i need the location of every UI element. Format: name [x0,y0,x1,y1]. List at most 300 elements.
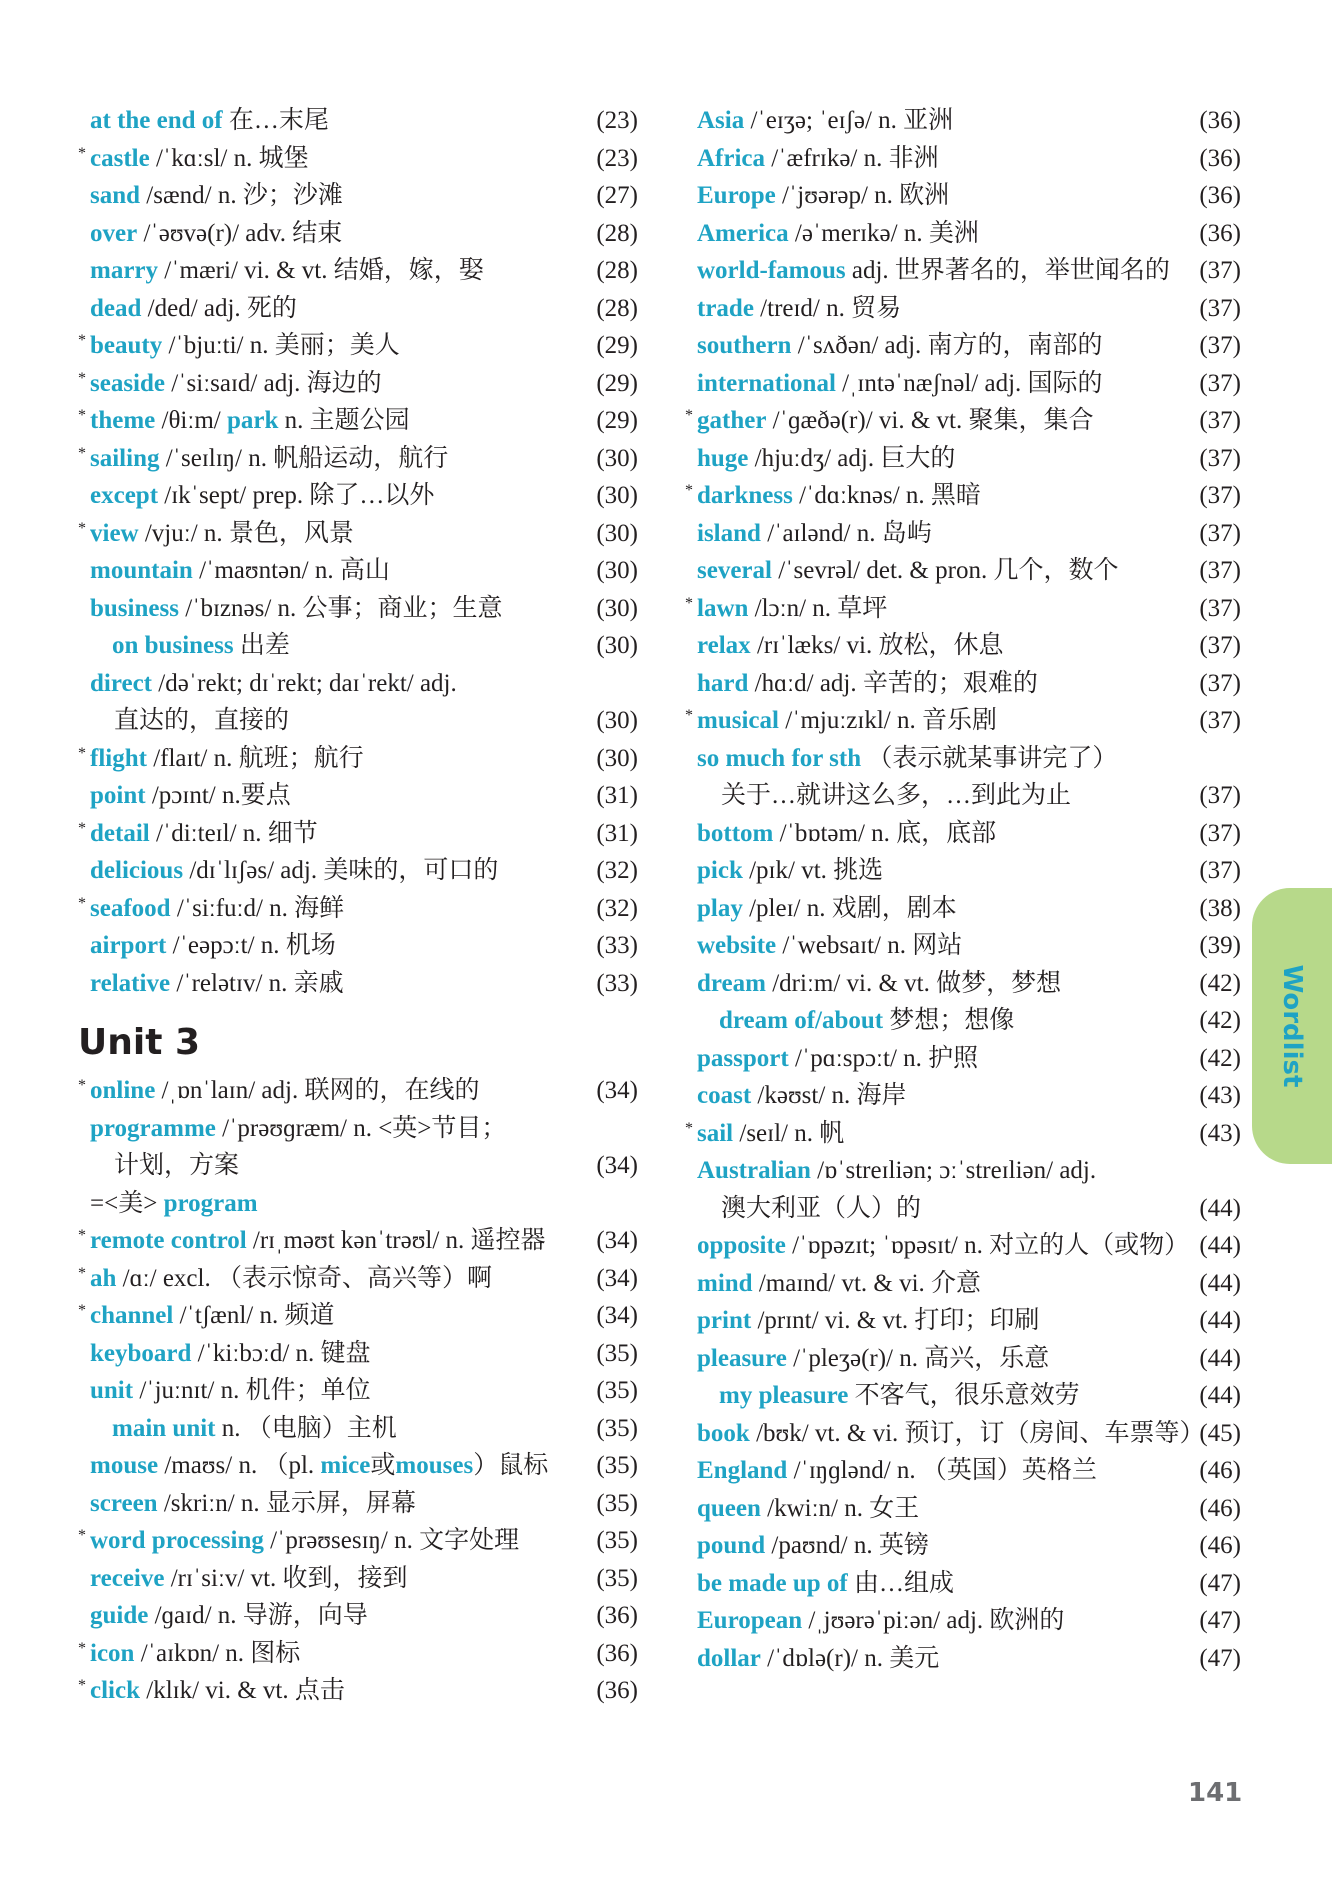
page-reference: (37) [1199,782,1241,809]
entry-definition: /pɔɪnt/ n.要点 [145,782,291,809]
wordlist-entry [685,1152,1241,1190]
entry-definition: /əˈmerɪkə/ n. 美洲 [788,219,979,247]
wordlist-entry [78,290,638,328]
asterisk-mark: * [78,444,86,462]
entry-definition: /driːm/ vi. & vt. 做梦，梦想 [765,969,1062,997]
entry-headword: southern [697,332,792,359]
wordlist-entry [78,102,638,140]
entry-text [721,777,1071,815]
entry-headword: icon [90,1639,135,1667]
entry-headword: point [90,782,146,809]
wordlist-entry [685,852,1241,890]
entry-definition: /kəʊst/ n. 海岸 [751,1082,907,1109]
wordlist-entry [685,815,1241,853]
entry-headword: seaside [90,369,165,397]
entry-headword: relative [90,969,171,997]
wordlist-entry [685,140,1241,178]
asterisk-mark: * [78,1227,86,1244]
entry-definition: /ˈsiːfuːd/ n. 海鲜 [170,894,345,922]
entry-text [697,1302,1039,1340]
page-reference: (37) [1199,407,1241,434]
entry-text [90,177,343,215]
entry-definition: /klɪk/ vi. & vt. 点击 [140,1677,345,1704]
page-reference: (46) [1199,1457,1241,1484]
entry-headword: direct [90,669,153,697]
entry-definition: /pɪk/ vt. 挑选 [742,857,884,884]
entry-text [90,1597,368,1635]
entry-headword: beauty [90,332,163,359]
entry-text [697,1602,1064,1640]
entry-definition: /ˈæfrɪkə/ n. 非洲 [765,144,939,172]
asterisk-mark: * [78,819,86,837]
entry-definition: /ɡaɪd/ n. 导游，向导 [148,1602,368,1629]
page-reference: (37) [1199,369,1241,397]
entry-headword: print [697,1307,752,1334]
entry-definition: /ˈəʊvə(r)/ adv. 结束 [137,219,343,247]
wordlist-entry [685,1115,1241,1153]
entry-text [90,252,484,290]
wordlist-entry [78,665,638,703]
wordlist-entry [685,1490,1241,1528]
entry-list [78,102,638,1002]
page-reference: (36) [596,1677,638,1704]
entry-definition: adj. 世界著名的，举世闻名的 [845,257,1170,284]
entry-headword: website [697,932,777,959]
page-reference: (30) [596,557,638,584]
page-reference: (46) [1199,1494,1241,1522]
entry-text [90,890,344,928]
entry-text [697,627,1003,665]
entry-definition: /rɪˈsiːv/ vt. 收到，接到 [164,1564,408,1592]
page-reference: (23) [596,144,638,172]
page-reference: (32) [596,857,638,884]
page-reference: (36) [596,1639,638,1667]
wordlist-entry [78,1635,638,1673]
wordlist-entry [78,777,638,815]
entry-text [90,1672,345,1710]
entry-headword: online [90,1077,156,1104]
entry-definition: /ˈmaʊntən/ n. 高山 [192,557,390,584]
entry-headword: castle [90,144,150,172]
entry-headword: airport [90,932,167,959]
entry-definition: /ˈbɒtəm/ n. 底，底部 [773,819,997,847]
wordlist-entry [78,1672,638,1710]
entry-text [90,1072,479,1110]
entry-text [90,815,318,853]
wordlist-entry [78,140,638,178]
entry-text [90,1560,408,1598]
wordlist-entry [78,852,638,890]
entry-definition: /treɪd/ n. 贸易 [753,294,902,322]
wordlist-entry [78,1072,638,1110]
entry-definition: 在…末尾 [222,107,329,134]
entry-headword: bottom [697,819,774,847]
asterisk-mark: * [78,369,86,387]
wordlist-entry [685,402,1241,440]
asterisk-mark: * [78,1527,86,1544]
entry-headword: sail [697,1119,734,1147]
page-reference: (36) [1199,144,1241,172]
wordlist-entry [685,1340,1241,1378]
wordlist-entry [685,1527,1241,1565]
entry-text [90,777,291,815]
entry-definition: /ˈprəʊsesɪŋ/ n. 文字处理 [263,1527,520,1554]
page-reference: (42) [1199,969,1241,997]
entry-headword: pick [697,857,743,884]
entry-headword: programme [90,1114,216,1142]
entry-headword: screen [90,1489,158,1517]
wordlist-entry [685,1640,1241,1678]
entry-definition: 梦想；想像 [883,1007,1015,1034]
entry-text [90,1222,546,1260]
page-reference: (32) [596,894,638,922]
entry-text [697,1340,1049,1378]
entry-definition: /ˈɒpəzɪt; ˈɒpəsɪt/ n. 对立的人（或物） [785,1232,1190,1259]
entry-text [90,402,410,440]
wordlist-entry [78,1485,638,1523]
entry-definition: /pleɪ/ n. 戏剧，剧本 [742,894,957,922]
asterisk-mark: * [78,894,86,912]
entry-text [697,1415,1205,1453]
wordlist-entry [685,290,1241,328]
entry-headword: main unit [112,1414,216,1442]
entry-definition: /maɪnd/ vt. & vi. 介意 [752,1269,982,1297]
entry-definition: /ˈeɪʒə; ˈeɪʃə/ n. 亚洲 [744,107,954,134]
entry-headword: over [90,219,138,247]
wordlist-entry [685,665,1241,703]
wordlist-entry [685,102,1241,140]
page-reference: (44) [1199,1232,1241,1259]
entry-definition: /ˈdɒlə(r)/ n. 美元 [760,1644,940,1672]
entry-headword: several [697,557,772,584]
wordlist-entry [685,515,1241,553]
asterisk-mark: * [78,144,86,162]
entry-text [697,1040,978,1078]
page-reference: (28) [596,257,638,284]
entry-headword: hard [697,669,749,697]
asterisk-mark: * [685,707,693,724]
entry-headword: mice [320,1452,371,1479]
entry-definition: n. （电脑）主机 [215,1414,397,1442]
entry-headword: passport [697,1044,789,1072]
page-reference: (36) [596,1602,638,1629]
page-reference: (30) [596,707,638,734]
entry-definition: /ˈkɑːsl/ n. 城堡 [149,144,309,172]
entry-headword: detail [90,819,150,847]
entry-text [90,477,434,515]
entry-definition: /ded/ adj. 死的 [141,294,297,322]
entry-text [697,515,932,553]
entry-text [114,702,289,740]
entry-definition: /ɒˈstreɪliən; ɔːˈstreɪliən/ adj. [810,1157,1097,1184]
page-reference: (36) [1199,107,1241,134]
page-reference: (37) [1199,632,1241,659]
page-reference: (35) [596,1452,638,1479]
page-reference: (47) [1199,1644,1241,1672]
entry-headword: huge [697,444,749,472]
wordlist-entry [78,252,638,290]
asterisk-mark: * [78,1677,86,1694]
entry-definition: /ˈpleʒə(r)/ n. 高兴，乐意 [786,1344,1050,1372]
entry-definition: =<美> [90,1189,164,1217]
entry-definition: /ˈdiːteɪl/ n. 细节 [149,819,318,847]
page-reference: (37) [1199,332,1241,359]
entry-headword: guide [90,1602,149,1629]
page-reference: (43) [1199,1082,1241,1109]
entry-headword: theme [90,407,156,434]
page-reference: (34) [596,1227,638,1254]
entry-text [697,590,887,628]
entry-definition: /seɪl/ n. 帆 [733,1119,845,1147]
page-reference: (44) [1199,1307,1241,1334]
wordlist-entry [78,515,638,553]
entry-headword: mountain [90,557,193,584]
entry-definition: /flaɪt/ n. 航班；航行 [146,744,364,772]
entry-headword: mind [697,1269,753,1297]
wordlist-entry [78,402,638,440]
page-reference: (44) [1199,1194,1241,1222]
page-reference: (27) [596,182,638,209]
entry-definition: /sænd/ n. 沙；沙滩 [140,182,343,209]
entry-text [719,1002,1014,1040]
page-reference: (30) [596,594,638,622]
page-reference: (45) [1199,1419,1241,1447]
entry-list [685,102,1241,1677]
page-reference: (35) [596,1489,638,1517]
entry-headword: delicious [90,857,184,884]
wordlist-entry [78,1522,638,1560]
entry-text [697,1490,919,1528]
entry-definition: /ˌɪntəˈnæʃnəl/ adj. 国际的 [835,369,1103,397]
entry-text [719,1377,1080,1415]
wordlist-entry [78,215,638,253]
entry-definition: /ˈwebsaɪt/ n. 网站 [776,932,963,959]
entry-text [697,927,962,965]
entry-headword: gather [697,407,767,434]
wordlist-entry [78,1185,638,1223]
wordlist-entry [78,365,638,403]
entry-definition: 不客气，很乐意效劳 [848,1382,1080,1409]
entry-definition: /ˈjuːnɪt/ n. 机件；单位 [133,1377,371,1404]
page-reference: (44) [1199,1382,1241,1409]
wordlist-entry [685,627,1241,665]
wordlist-entry [78,927,638,965]
entry-headword: dream of/about [719,1007,884,1034]
entry-text [90,440,448,478]
entry-text [697,740,1117,778]
entry-headword: America [697,219,789,247]
entry-text [697,177,949,215]
entry-text [697,102,953,140]
entry-headword: play [697,894,743,922]
entry-definition: /ˈdɑːknəs/ n. 黑暗 [792,482,981,509]
entry-text [697,1265,981,1303]
wordlist-entry [78,590,638,628]
entry-text [697,1527,929,1565]
entry-text [697,1115,844,1153]
page-reference: (31) [596,782,638,809]
entry-definition: /ˌɒnˈlaɪn/ adj. 联网的，在线的 [155,1077,480,1104]
page-reference: (34) [596,1152,638,1179]
wordlist-entry [685,740,1241,778]
entry-headword: island [697,519,761,547]
entry-text [112,627,290,665]
page-reference: (37) [1199,819,1241,847]
page-reference: (37) [1199,444,1241,472]
page-reference: (23) [596,107,638,134]
wordlist-entry [685,1565,1241,1603]
page-reference: (36) [1199,219,1241,247]
page-reference: (35) [596,1377,638,1404]
page-reference: (44) [1199,1344,1241,1372]
entry-definition: /ˈsʌðən/ adj. 南方的，南部的 [791,332,1103,359]
asterisk-mark: * [78,407,86,424]
entry-text [721,1190,921,1228]
page-reference: (43) [1199,1119,1241,1147]
asterisk-mark: * [78,1302,86,1319]
wordlist-entry [78,1335,638,1373]
entry-definition: /prɪnt/ vi. & vt. 打印；印刷 [751,1307,1040,1334]
entry-headword: sand [90,182,141,209]
page-number: 141 [1188,1778,1243,1808]
wordlist-entry [78,815,638,853]
entry-headword: receive [90,1564,165,1592]
entry-definition: /ˈjʊərəp/ n. 欧洲 [775,182,950,209]
entry-text [697,402,1093,440]
wordlist-tab[interactable] [1252,888,1332,1164]
wordlist-entry [685,702,1241,740]
entry-definition: /dəˈrekt; dɪˈrekt; daɪˈrekt/ adj. [152,669,457,697]
entry-definition: /ˈsevrəl/ det. & pron. 几个，数个 [771,557,1119,584]
entry-headword: seafood [90,894,171,922]
entry-headword: world-famous [697,257,846,284]
entry-headword: park [226,407,279,434]
entry-text [90,1372,371,1410]
wordlist-entry [78,1410,638,1448]
wordlist-entry [78,440,638,478]
page-reference: (36) [1199,182,1241,209]
entry-text [90,552,390,590]
page-reference: (35) [596,1339,638,1367]
entry-text [697,815,996,853]
page-reference: (35) [596,1414,638,1442]
page-reference: (29) [596,407,638,434]
entry-headword: flight [90,744,147,772]
entry-text [90,1485,416,1523]
entry-definition: /kwiːn/ n. 女王 [760,1494,920,1522]
entry-definition: 关于…就讲这么多，…到此为止 [721,782,1072,809]
entry-text [697,365,1103,403]
page-reference: (47) [1199,1607,1241,1634]
asterisk-mark: * [78,1639,86,1657]
asterisk-mark: * [685,407,693,424]
page-reference: (34) [596,1077,638,1104]
entry-text [90,1297,334,1335]
entry-headword: Asia [697,107,745,134]
wordlist-entry [78,740,638,778]
entry-definition: /hɑːd/ adj. 辛苦的；艰难的 [748,669,1038,697]
left-column [78,102,638,1710]
entry-headword: except [90,482,159,509]
entry-definition: /ˈsiːsaɪd/ adj. 海边的 [165,369,382,397]
entry-list [78,1072,638,1710]
entry-headword: my pleasure [719,1382,849,1409]
entry-text [90,515,354,553]
entry-definition: /rɪˌməʊt kənˈtrəʊl/ n. 遥控器 [246,1227,546,1254]
entry-definition: /ɪkˈsept/ prep. 除了…以外 [158,482,435,509]
entry-text [90,1635,300,1673]
entry-headword: mouse [90,1452,159,1479]
entry-definition: /rɪˈlæks/ vi. 放松，休息 [750,632,1004,659]
entry-headword: remote control [90,1227,247,1254]
asterisk-mark: * [78,744,86,762]
entry-definition: /ˈseɪlɪŋ/ n. 帆船运动，航行 [159,444,449,472]
wordlist-entry [685,1377,1241,1415]
wordlist-entry [685,777,1241,815]
entry-text [90,665,457,703]
entry-headword: ah [90,1264,117,1292]
wordlist-entry [685,477,1241,515]
entry-definition: /ˈbɪznəs/ n. 公事；商业；生意 [178,594,503,622]
entry-text [90,852,498,890]
wordlist-entry [685,1602,1241,1640]
entry-headword: mouses [395,1452,474,1479]
entry-text [697,1227,1189,1265]
entry-headword: European [697,1607,803,1634]
entry-definition: ）鼠标 [473,1452,549,1479]
entry-headword: so much for sth [697,744,862,772]
entry-definition: /lɔːn/ n. 草坪 [748,594,888,622]
wordlist-entry [78,702,638,740]
entry-headword: relax [697,632,751,659]
page-reference: (29) [596,332,638,359]
wordlist-entry [685,1302,1241,1340]
entry-headword: book [697,1419,750,1447]
wordlist-entry [78,177,638,215]
entry-definition: /vjuː/ n. 景色，风景 [138,519,354,547]
entry-text [697,1565,954,1603]
wordlist-entry [685,1190,1241,1228]
page-reference: (33) [596,969,638,997]
entry-text [697,852,883,890]
entry-definition: /hjuːdʒ/ adj. 巨大的 [748,444,956,472]
wordlist-entry [685,890,1241,928]
entry-definition: /skriːn/ n. 显示屏，屏幕 [157,1489,416,1517]
entry-definition: /ˌjʊərəˈpiːən/ adj. 欧洲的 [802,1607,1065,1634]
entry-headword: view [90,519,139,547]
entry-definition: /ˈeəpɔːt/ n. 机场 [166,932,336,959]
entry-headword: pleasure [697,1344,787,1372]
entry-headword: musical [697,707,779,734]
entry-definition: /ˈmjuːzɪkl/ n. 音乐剧 [778,707,997,734]
entry-definition: 直达的，直接的 [114,707,290,734]
entry-text [114,1147,239,1185]
entry-text [697,890,957,928]
entry-headword: be made up of [697,1569,848,1597]
entry-definition: n. 主题公园 [278,407,410,434]
entry-text [697,1152,1096,1190]
entry-headword: darkness [697,482,793,509]
wordlist-entry [685,365,1241,403]
page-reference: (39) [1199,932,1241,959]
entry-text [90,140,309,178]
entry-headword: marry [90,257,159,284]
entry-headword: word processing [90,1527,264,1554]
page-reference: (35) [596,1564,638,1592]
entry-headword: dollar [697,1644,761,1672]
entry-text [697,440,955,478]
entry-headword: queen [697,1494,761,1522]
